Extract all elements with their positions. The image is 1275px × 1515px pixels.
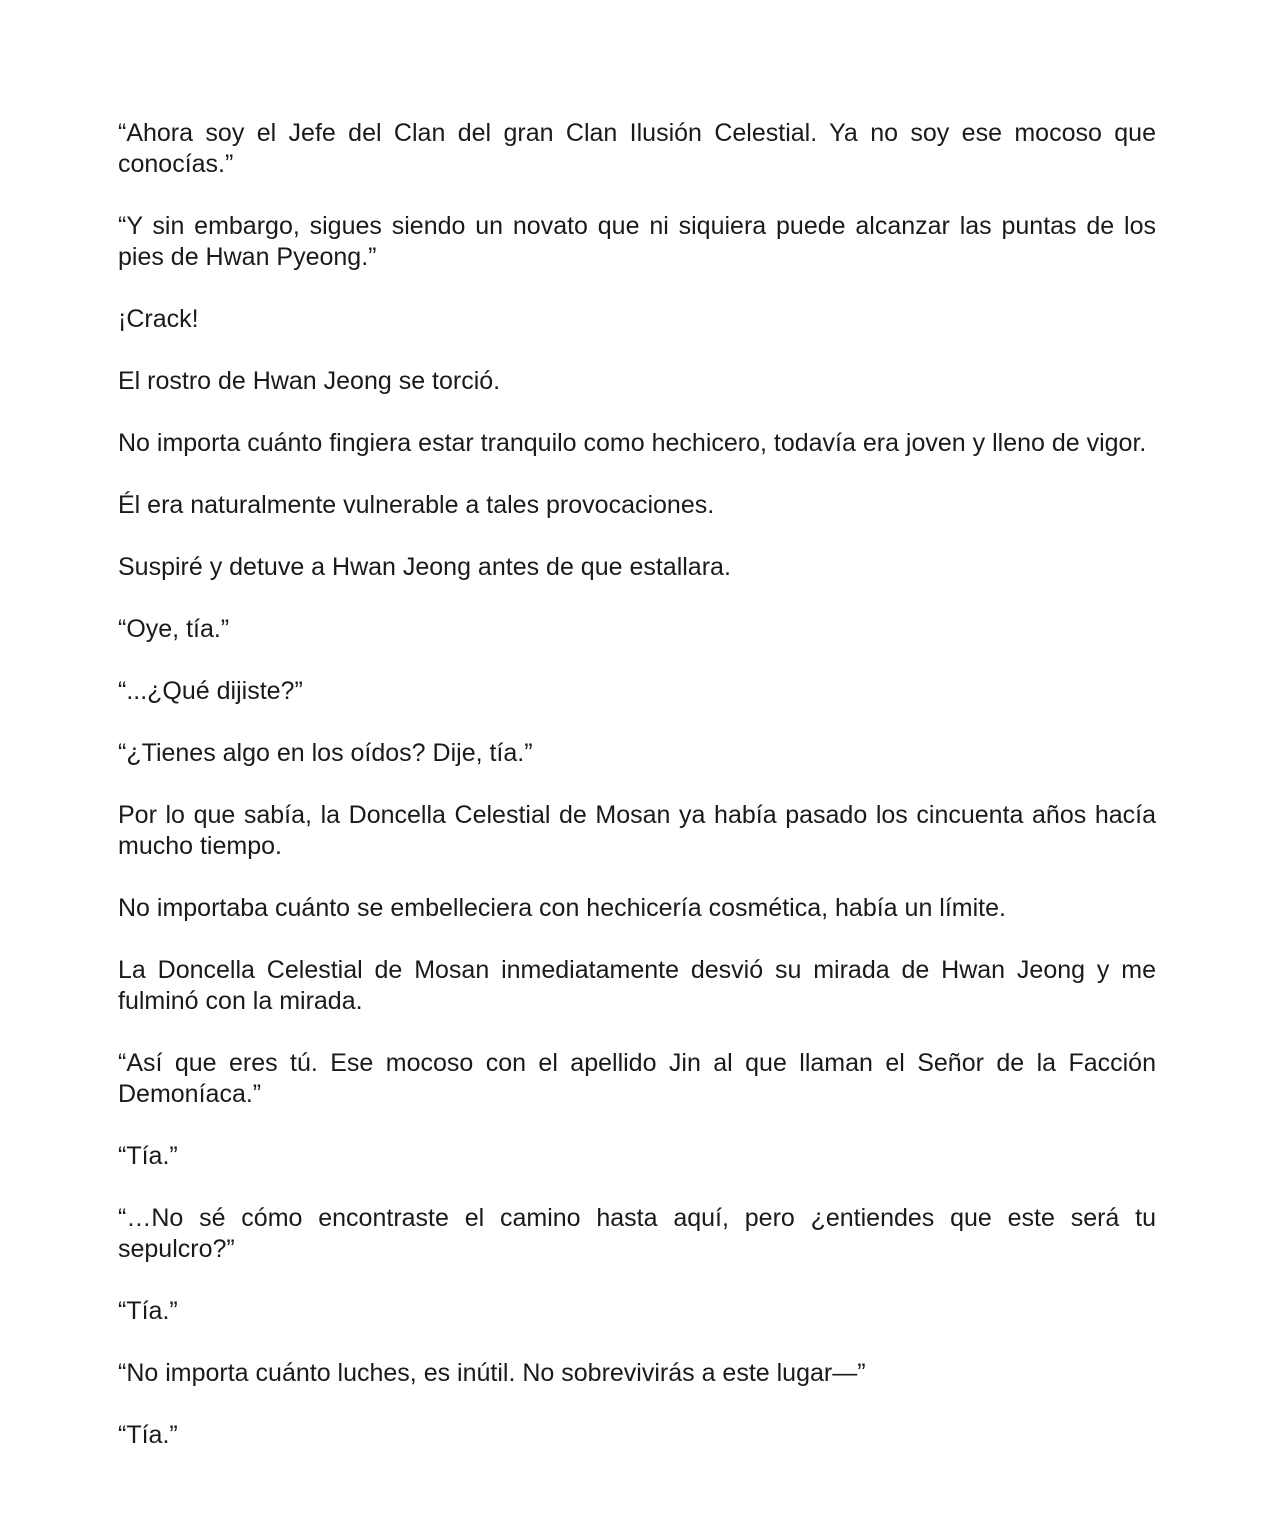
paragraph: “No importa cuánto luches, es inútil. No sobrevivirás a este lugar—” [118,1359,866,1387]
paragraph: Él era naturalmente vulnerable a tales provocaciones. [118,491,715,519]
paragraph: “Tía.” [118,1297,178,1325]
paragraph: “…No sé cómo encontraste el camino hasta aquí, pero ¿entiendes que este será tu sepulcro?” [118,1204,1156,1263]
paragraph: El rostro de Hwan Jeong se torció. [118,367,501,395]
document-body [118,118,1156,1482]
paragraph: “Así que eres tú. Ese mocoso con el apellido Jin al que llaman el Señor de la Facción Demoníaca.” [118,1049,1156,1108]
paragraph: “Y sin embargo, sigues siendo un novato que ni siquiera puede alcanzar las puntas de los pies de Hwan Pyeong.” [118,212,1156,271]
paragraph: “¿Tienes algo en los oídos? Dije, tía.” [118,739,533,767]
paragraph: “Tía.” [118,1142,178,1170]
paragraph: “...¿Qué dijiste?” [118,677,303,705]
paragraph: “Tía.” [118,1421,178,1449]
paragraph: “Oye, tía.” [118,615,230,643]
paragraph: ¡Crack! [118,305,199,333]
paragraph: Por lo que sabía, la Doncella Celestial de Mosan ya había pasado los cincuenta años hacía mucho tiempo. [118,801,1156,860]
paragraph: La Doncella Celestial de Mosan inmediatamente desvió su mirada de Hwan Jeong y me fulminó con la mirada. [118,956,1156,1015]
paragraph: No importaba cuánto se embelleciera con hechicería cosmética, había un límite. [118,894,1006,922]
paragraph: “Ahora soy el Jefe del Clan del gran Clan Ilusión Celestial. Ya no soy ese mocoso que conocías.” [118,119,1156,178]
paragraph: Suspiré y detuve a Hwan Jeong antes de que estallara. [118,553,731,581]
paragraph: No importa cuánto fingiera estar tranquilo como hechicero, todavía era joven y lleno de vigor. [118,429,1147,457]
